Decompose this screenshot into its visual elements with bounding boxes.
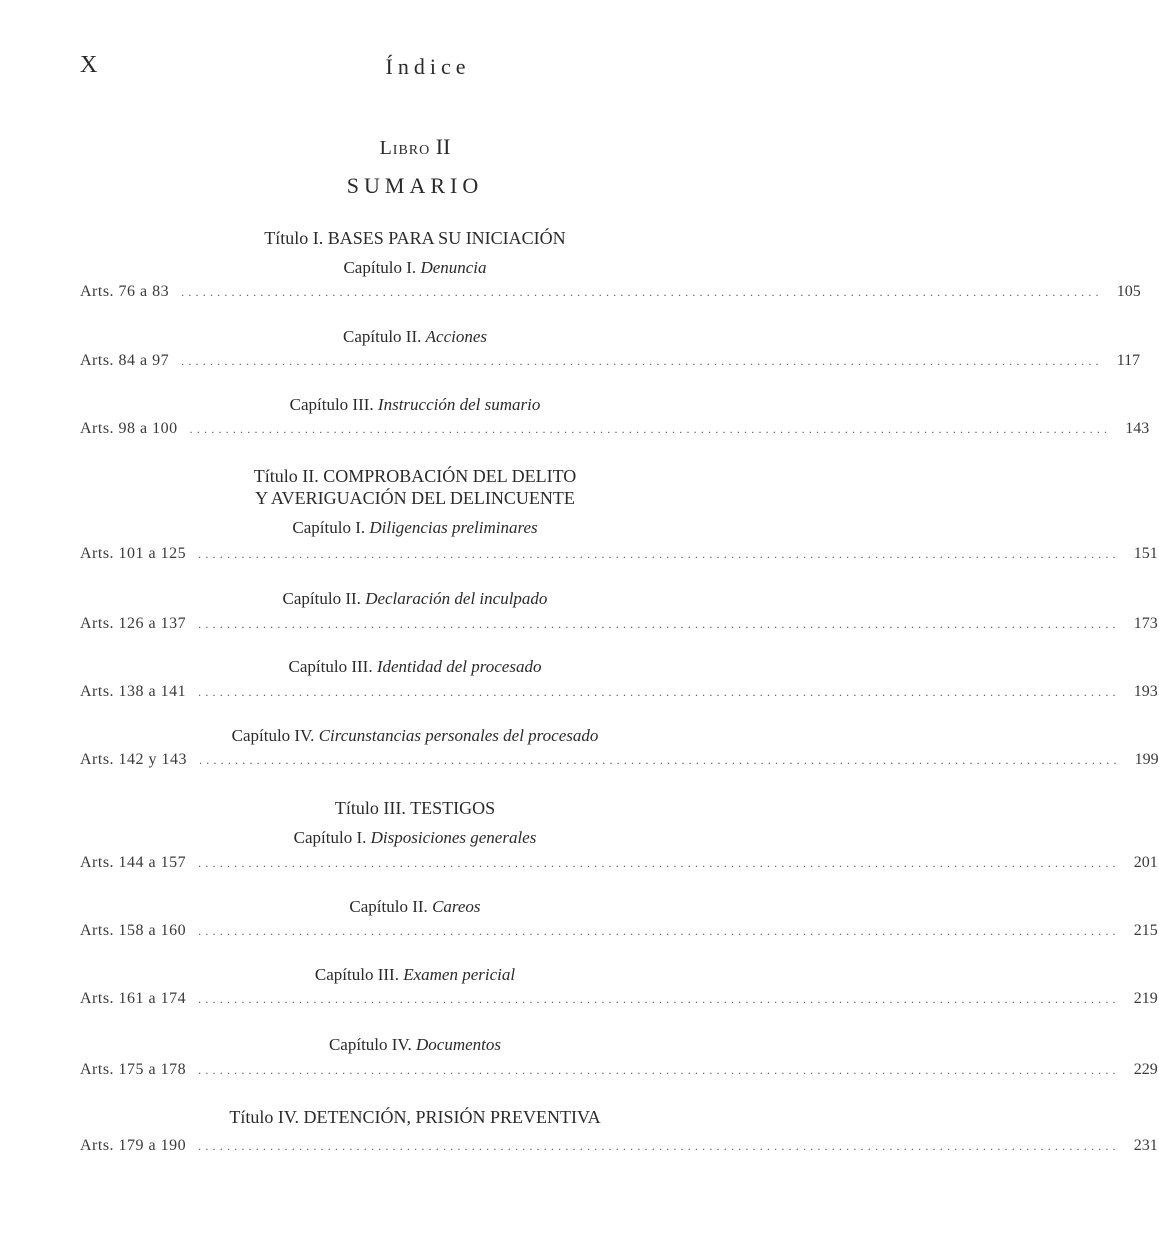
- articles-range: Arts. 175 a 178: [80, 1061, 187, 1078]
- chapter-heading: [80, 1035, 750, 1055]
- dot-leader: ................................................................................................................................: [198, 617, 1120, 631]
- chapter-heading: [80, 258, 750, 278]
- chapter-name: Instrucción del sumario: [377, 395, 541, 414]
- articles-range: Arts. 142 y 143: [80, 751, 188, 768]
- toc-entry[interactable]: [80, 283, 1141, 305]
- chapter-name: Careos: [432, 897, 481, 916]
- dot-leader: ................................................................................................................................: [198, 1139, 1120, 1153]
- titulo-heading-line2: Y AVERIGUACIÓN DEL DELINCUENTE: [255, 488, 575, 508]
- page-ref: 231: [1133, 1137, 1158, 1154]
- chapter-name: Disposiciones generales: [370, 828, 537, 847]
- book-word: Libro: [379, 137, 431, 159]
- chapter-prefix: Capítulo I.: [293, 828, 367, 847]
- page-ref: 229: [1133, 1061, 1158, 1078]
- dot-leader: ................................................................................................................................: [198, 685, 1120, 699]
- titulo-heading: Título III. TESTIGOS: [334, 798, 496, 818]
- dot-leader: ................................................................................................................................: [181, 285, 1103, 299]
- chapter-prefix: Capítulo IV.: [328, 1035, 412, 1054]
- articles-range: Arts. 144 a 157: [80, 854, 187, 871]
- chapter-name: Documentos: [416, 1035, 502, 1054]
- titulo-heading: Título IV. DETENCIÓN, PRISIÓN PREVENTIVA: [229, 1107, 601, 1127]
- chapter-prefix: Capítulo III.: [314, 965, 399, 984]
- toc-entry[interactable]: [80, 751, 1159, 773]
- toc-entry[interactable]: [80, 1137, 1158, 1159]
- toc-entry[interactable]: [80, 922, 1158, 944]
- chapter-prefix: Capítulo I.: [292, 518, 366, 537]
- chapter-name: Identidad del procesado: [376, 657, 542, 676]
- dot-leader: ................................................................................................................................: [198, 1063, 1120, 1077]
- chapter-heading: [80, 657, 750, 677]
- dot-leader: ................................................................................................................................: [198, 547, 1120, 561]
- chapter-prefix: Capítulo I.: [343, 258, 417, 277]
- chapter-prefix: Capítulo III.: [288, 657, 373, 676]
- articles-range: Arts. 98 a 100: [80, 420, 178, 437]
- dot-leader: ................................................................................................................................: [198, 856, 1120, 870]
- articles-range: Arts. 84 a 97: [80, 352, 170, 369]
- toc-entry[interactable]: [80, 854, 1158, 876]
- dot-leader: ................................................................................................................................: [199, 753, 1121, 767]
- toc-entry[interactable]: [80, 545, 1158, 567]
- chapter-heading: [80, 726, 750, 746]
- toc-entry[interactable]: [80, 420, 1150, 442]
- chapter-prefix: Capítulo II.: [343, 327, 422, 346]
- titulo-heading: Título I. BASES PARA SU INICIACIÓN: [264, 228, 566, 248]
- toc-entry[interactable]: [80, 615, 1158, 637]
- chapter-heading: [80, 327, 750, 347]
- page-ref: 193: [1133, 683, 1158, 700]
- page-ref: 199: [1134, 751, 1159, 768]
- chapter-heading: [80, 518, 750, 538]
- chapter-name: Declaración del inculpado: [365, 589, 548, 608]
- chapter-prefix: Capítulo II.: [349, 897, 428, 916]
- articles-range: Arts. 179 a 190: [80, 1137, 187, 1154]
- toc-entry[interactable]: [80, 352, 1141, 374]
- chapter-prefix: Capítulo III.: [289, 395, 374, 414]
- chapter-heading: [80, 897, 750, 917]
- chapter-name: Denuncia: [420, 258, 487, 277]
- chapter-heading: [80, 828, 750, 848]
- page-number: X: [80, 52, 99, 78]
- running-title: Índice: [385, 54, 471, 79]
- book-numeral: II: [435, 134, 451, 159]
- page-ref: 117: [1116, 352, 1141, 369]
- chapter-heading: [80, 589, 750, 609]
- chapter-name: Acciones: [425, 327, 487, 346]
- chapter-heading: [80, 395, 750, 415]
- page-ref: 219: [1133, 990, 1158, 1007]
- chapter-name: Examen pericial: [403, 965, 516, 984]
- articles-range: Arts. 138 a 141: [80, 683, 187, 700]
- page-ref: 201: [1133, 854, 1158, 871]
- toc-entry[interactable]: [80, 1061, 1158, 1083]
- chapter-name: Circunstancias personales del procesado: [318, 726, 599, 745]
- chapter-prefix: Capítulo IV.: [231, 726, 315, 745]
- articles-range: Arts. 101 a 125: [80, 545, 187, 562]
- articles-range: Arts. 161 a 174: [80, 990, 187, 1007]
- page-ref: 143: [1125, 420, 1150, 437]
- dot-leader: ................................................................................................................................: [198, 992, 1120, 1006]
- page-ref: 215: [1133, 922, 1158, 939]
- toc-entry[interactable]: [80, 990, 1158, 1012]
- toc-entry[interactable]: [80, 683, 1158, 705]
- dot-leader: ................................................................................................................................: [181, 354, 1103, 368]
- dot-leader: ................................................................................................................................: [189, 422, 1112, 436]
- page-ref: 173: [1133, 615, 1158, 632]
- page-ref: 151: [1133, 545, 1158, 562]
- articles-range: Arts. 76 a 83: [80, 283, 170, 300]
- articles-range: Arts. 126 a 137: [80, 615, 187, 632]
- dot-leader: ................................................................................................................................: [198, 924, 1120, 938]
- chapter-heading: [80, 965, 750, 985]
- titulo-heading: Título II. COMPROBACIÓN DEL DELITO: [253, 466, 577, 486]
- section-title: SUMARIO: [346, 173, 484, 198]
- chapter-prefix: Capítulo II.: [282, 589, 361, 608]
- chapter-name: Diligencias preliminares: [369, 518, 538, 537]
- articles-range: Arts. 158 a 160: [80, 922, 187, 939]
- book-heading: [80, 134, 750, 160]
- page-ref: 105: [1116, 283, 1141, 300]
